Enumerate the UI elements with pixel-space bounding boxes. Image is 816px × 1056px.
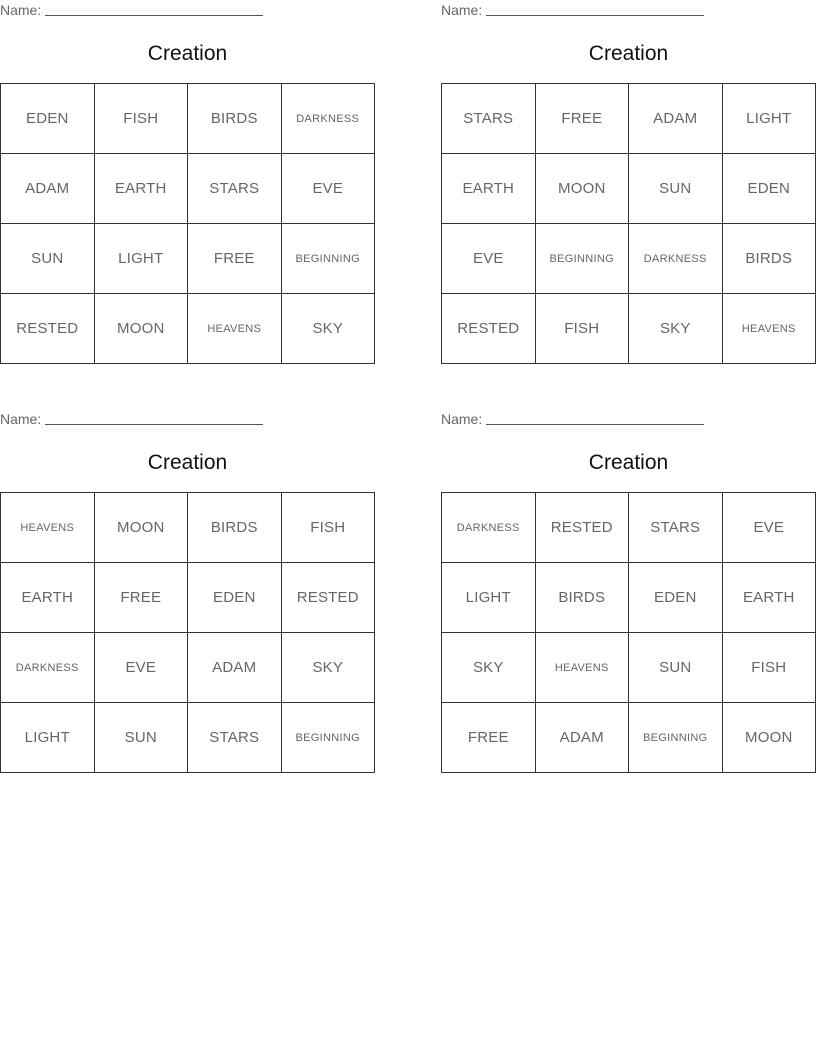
grid-cell: DARKNESS bbox=[1, 633, 95, 703]
grid-cell: ADAM bbox=[536, 703, 630, 773]
grid-cell: DARKNESS bbox=[282, 84, 376, 154]
grid-cell: LIGHT bbox=[723, 84, 816, 154]
grid-cell: EARTH bbox=[442, 154, 536, 224]
grid-cell: EDEN bbox=[188, 563, 282, 633]
grid-cell: FISH bbox=[536, 294, 630, 364]
grid-cell: BIRDS bbox=[188, 84, 282, 154]
grid-cell: EVE bbox=[723, 493, 816, 563]
grid-cell: LIGHT bbox=[95, 224, 189, 294]
grid-cell: STARS bbox=[188, 703, 282, 773]
grid-cell: RESTED bbox=[282, 563, 376, 633]
grid-cell: HEAVENS bbox=[188, 294, 282, 364]
grid-cell: SKY bbox=[629, 294, 723, 364]
grid-cell: FREE bbox=[536, 84, 630, 154]
grid-cell: SKY bbox=[442, 633, 536, 703]
grid-cell: EARTH bbox=[95, 154, 189, 224]
grid-cell: MOON bbox=[723, 703, 816, 773]
name-blank bbox=[486, 409, 704, 425]
grid-cell: HEAVENS bbox=[1, 493, 95, 563]
bingo-card-1 bbox=[0, 0, 376, 337]
grid-cell: EVE bbox=[95, 633, 189, 703]
bingo-grid bbox=[441, 83, 816, 364]
grid-cell: FREE bbox=[95, 563, 189, 633]
grid-cell: FREE bbox=[188, 224, 282, 294]
grid-cell: MOON bbox=[95, 294, 189, 364]
grid-cell: EDEN bbox=[1, 84, 95, 154]
grid-cell: LIGHT bbox=[442, 563, 536, 633]
name-blank bbox=[45, 409, 263, 425]
name-blank bbox=[45, 0, 263, 16]
grid-cell: DARKNESS bbox=[442, 493, 536, 563]
bingo-card-3 bbox=[0, 409, 376, 746]
name-line bbox=[441, 409, 816, 429]
bingo-grid bbox=[441, 492, 816, 773]
grid-cell: EARTH bbox=[723, 563, 816, 633]
grid-cell: RESTED bbox=[442, 294, 536, 364]
grid-cell: HEAVENS bbox=[536, 633, 630, 703]
grid-cell: BEGINNING bbox=[629, 703, 723, 773]
grid-cell: EVE bbox=[442, 224, 536, 294]
card-title: Creation bbox=[588, 451, 669, 474]
bingo-card-4 bbox=[441, 409, 816, 746]
grid-cell: MOON bbox=[536, 154, 630, 224]
grid-cell: ADAM bbox=[188, 633, 282, 703]
grid-cell: FISH bbox=[95, 84, 189, 154]
grid-cell: FISH bbox=[723, 633, 816, 703]
name-label: Name: bbox=[441, 2, 483, 18]
grid-cell: FISH bbox=[282, 493, 376, 563]
grid-cell: SUN bbox=[1, 224, 95, 294]
grid-cell: BEGINNING bbox=[282, 224, 376, 294]
grid-cell: FREE bbox=[442, 703, 536, 773]
grid-cell: RESTED bbox=[536, 493, 630, 563]
grid-cell: EVE bbox=[282, 154, 376, 224]
card-title: Creation bbox=[588, 42, 669, 65]
grid-cell: EDEN bbox=[629, 563, 723, 633]
grid-cell: STARS bbox=[629, 493, 723, 563]
bingo-grid bbox=[0, 492, 375, 773]
grid-cell: RESTED bbox=[1, 294, 95, 364]
bingo-card-2 bbox=[441, 0, 816, 337]
name-label: Name: bbox=[0, 2, 42, 18]
name-label: Name: bbox=[0, 411, 42, 427]
grid-cell: SKY bbox=[282, 294, 376, 364]
card-title: Creation bbox=[147, 451, 228, 474]
grid-cell: EDEN bbox=[723, 154, 816, 224]
name-line bbox=[0, 409, 376, 429]
grid-cell: LIGHT bbox=[1, 703, 95, 773]
grid-cell: SUN bbox=[629, 154, 723, 224]
grid-cell: STARS bbox=[442, 84, 536, 154]
grid-cell: MOON bbox=[95, 493, 189, 563]
grid-cell: BIRDS bbox=[536, 563, 630, 633]
grid-cell: BIRDS bbox=[723, 224, 816, 294]
name-line bbox=[0, 0, 376, 20]
grid-cell: ADAM bbox=[1, 154, 95, 224]
grid-cell: STARS bbox=[188, 154, 282, 224]
bingo-grid bbox=[0, 83, 375, 364]
name-label: Name: bbox=[441, 411, 483, 427]
grid-cell: DARKNESS bbox=[629, 224, 723, 294]
grid-cell: ADAM bbox=[629, 84, 723, 154]
grid-cell: BIRDS bbox=[188, 493, 282, 563]
grid-cell: SUN bbox=[629, 633, 723, 703]
grid-cell: EARTH bbox=[1, 563, 95, 633]
grid-cell: BEGINNING bbox=[282, 703, 376, 773]
name-line bbox=[441, 0, 816, 20]
card-title: Creation bbox=[147, 42, 228, 65]
grid-cell: SUN bbox=[95, 703, 189, 773]
grid-cell: HEAVENS bbox=[723, 294, 816, 364]
name-blank bbox=[486, 0, 704, 16]
grid-cell: BEGINNING bbox=[536, 224, 630, 294]
grid-cell: SKY bbox=[282, 633, 376, 703]
